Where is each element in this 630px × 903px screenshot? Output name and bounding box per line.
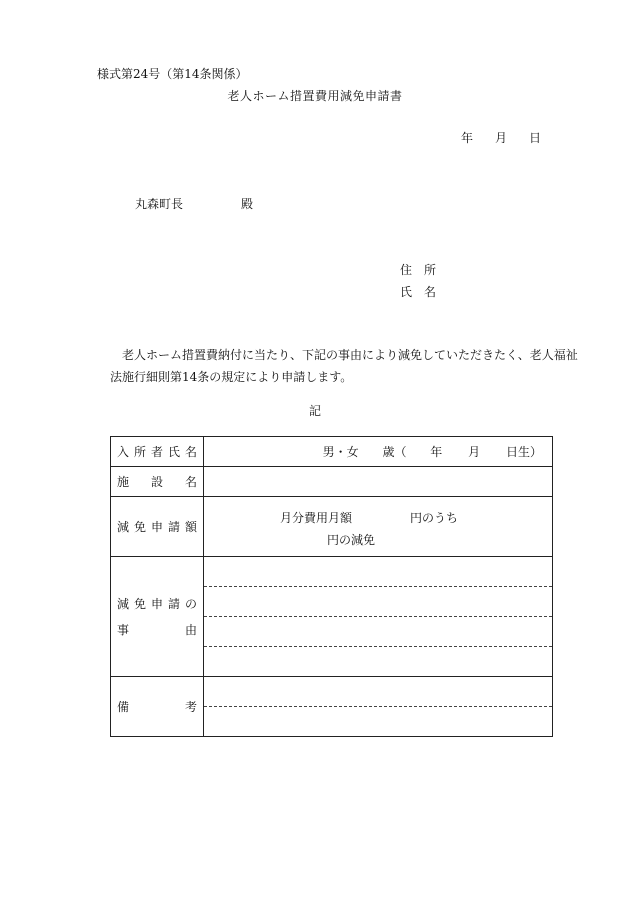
reduction-amount-field[interactable] (204, 497, 553, 557)
addressee (135, 197, 253, 211)
document-title: 老人ホーム措置費用減免申請書 (227, 89, 403, 103)
date-line (461, 131, 541, 145)
form-number: 様式第24号（第14条関係） (97, 67, 248, 81)
addressee-mayor: 丸森町長 (135, 197, 184, 211)
applicant-address-label: 住 所 (400, 263, 437, 277)
applicant-name-label: 氏 名 (400, 285, 437, 299)
notes-label: 備 考 (111, 677, 204, 737)
birth-day-label: 日生） (505, 445, 542, 459)
table-row-facility (111, 467, 553, 497)
ki-label: 記 (308, 404, 321, 418)
birth-month-label: 月 (468, 445, 481, 459)
reduction-amount-label: 減 免 申 請 額 (111, 497, 204, 557)
addressee-honorific: 殿 (241, 197, 254, 211)
notes-line-1 (204, 706, 552, 707)
resident-name-field[interactable] (204, 437, 553, 467)
table-row-reason (111, 557, 553, 677)
resident-name-label: 入 所 者 氏 名 (111, 437, 204, 467)
gender-options: 男・女 (322, 445, 359, 459)
date-year: 年 (461, 131, 474, 145)
monthly-fee-label: 月分費用月額 (280, 511, 353, 525)
reason-line-1 (204, 586, 552, 587)
facility-name-field[interactable] (204, 467, 553, 497)
notes-field[interactable] (204, 677, 553, 737)
of-which-label: 円のうち (410, 511, 459, 525)
age-label: 歳（ (382, 445, 407, 459)
reduction-reason-field[interactable] (204, 557, 553, 677)
table-row-amount (111, 497, 553, 557)
body-text-line-1: 老人ホーム措置費納付に当たり、下記の事由により減免していただきたく、老人福祉 (122, 348, 578, 362)
reduction-label: 円の減免 (327, 533, 376, 547)
table-row-resident (111, 437, 553, 467)
date-day: 日 (529, 131, 542, 145)
table-row-notes (111, 677, 553, 737)
facility-name-label: 施 設 名 (111, 467, 204, 497)
reason-line-3 (204, 646, 552, 647)
body-text-line-2: 法施行細則第14条の規定により申請します。 (110, 370, 353, 384)
date-month: 月 (495, 131, 508, 145)
application-table (110, 436, 553, 737)
reason-line-2 (204, 616, 552, 617)
reduction-reason-label: 減 免 申 請 の 事 由 (111, 557, 204, 677)
birth-year-label: 年 (430, 445, 443, 459)
